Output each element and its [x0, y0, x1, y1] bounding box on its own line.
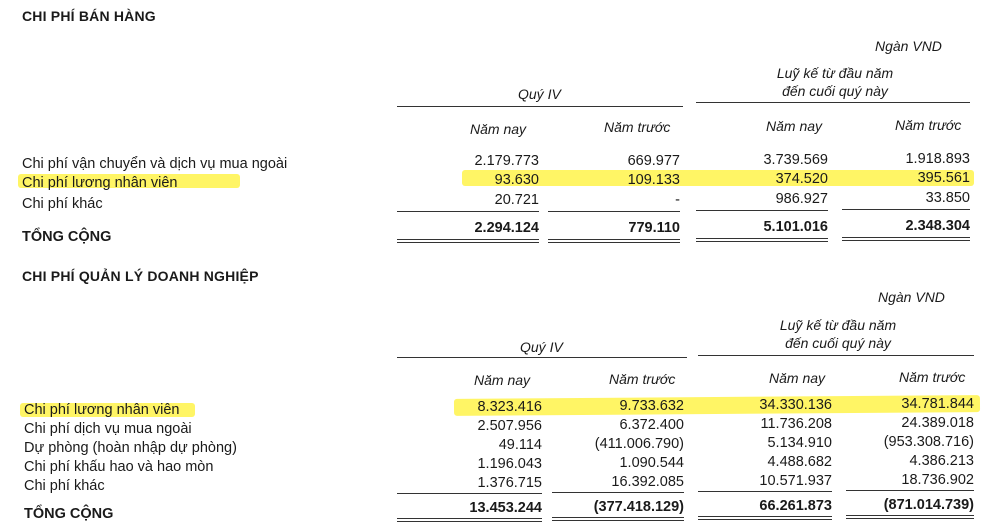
admin-ytd-header-line1: Luỹ kế từ đầu năm: [779, 317, 897, 333]
admin-subtotal-rule: [397, 493, 542, 494]
sales-total-double-rule: [842, 237, 970, 241]
row-value: 1.196.043: [477, 456, 542, 472]
sales-total-double-rule: [696, 238, 828, 242]
row-value: -: [675, 192, 680, 208]
row-value: 18.736.902: [901, 472, 974, 488]
row-label: Dự phòng (hoàn nhập dự phòng): [24, 440, 237, 456]
total-label: TỔNG CỘNG: [22, 229, 112, 245]
total-value: 13.453.244: [469, 500, 542, 516]
total-value: 779.110: [628, 220, 680, 236]
admin-unit: Ngàn VND: [878, 289, 945, 305]
row-value: 4.488.682: [767, 454, 832, 470]
admin-col-this-year-ytd: Năm nay: [769, 370, 826, 386]
row-value: 4.386.213: [909, 453, 974, 469]
sales-subtotal-rule: [842, 209, 970, 210]
sales-subtotal-rule: [548, 211, 680, 212]
total-value: (871.014.739): [883, 497, 974, 513]
row-value: 49.114: [498, 437, 542, 453]
total-value: 66.261.873: [759, 498, 832, 514]
admin-col-last-year-ytd: Năm trước: [899, 369, 966, 385]
admin-subtotal-rule: [846, 490, 974, 491]
row-value: 34.330.136: [759, 397, 832, 413]
row-value: 109.133: [627, 172, 680, 188]
admin-ytd-header: [702, 316, 974, 352]
sales-ytd-rule: [696, 102, 970, 103]
total-value: 5.101.016: [763, 219, 828, 235]
admin-total-double-rule: [552, 517, 684, 521]
admin-col-this-year-q: Năm nay: [474, 372, 531, 388]
sales-col-this-year-ytd: Năm nay: [766, 118, 823, 134]
row-value: 669.977: [627, 153, 680, 169]
row-value: 5.134.910: [767, 435, 832, 451]
row-value: 2.507.956: [477, 418, 542, 434]
row-label: Chi phí khác: [24, 478, 105, 494]
sales-quarter-rule: [397, 106, 683, 107]
admin-subtotal-rule: [552, 492, 684, 493]
row-value: 16.392.085: [611, 474, 684, 490]
admin-total-double-rule: [698, 516, 832, 520]
admin-total-double-rule: [397, 518, 542, 522]
row-value: (953.308.716): [883, 434, 974, 450]
row-value: 10.571.937: [759, 473, 832, 489]
admin-quarter-rule: [397, 357, 687, 358]
sales-ytd-header: [700, 64, 970, 100]
row-value: 986.927: [775, 191, 828, 207]
row-value: 395.561: [917, 170, 970, 186]
row-label: Chi phí lương nhân viên: [24, 402, 180, 418]
row-value: 8.323.416: [477, 399, 542, 415]
sales-col-this-year-q: Năm nay: [470, 121, 527, 137]
row-value: 3.739.569: [763, 152, 828, 168]
sales-total-double-rule: [548, 239, 680, 243]
row-value: 1.918.893: [905, 151, 970, 167]
sales-ytd-header-line2: đến cuối quý này: [782, 83, 888, 99]
row-value: 34.781.844: [901, 396, 974, 412]
row-label: Chi phí khấu hao và hao mòn: [24, 459, 214, 475]
sales-title: CHI PHÍ BÁN HÀNG: [22, 8, 156, 24]
admin-ytd-rule: [698, 355, 974, 356]
sales-col-last-year-ytd: Năm trước: [895, 117, 962, 133]
total-value: 2.348.304: [905, 218, 970, 234]
admin-quarter-header: Quý IV: [520, 339, 563, 355]
row-label: Chi phí khác: [22, 196, 103, 212]
row-value: 9.733.632: [619, 398, 684, 414]
sales-total-double-rule: [397, 239, 539, 243]
row-value: 374.520: [775, 171, 828, 187]
admin-ytd-header-line2: đến cuối quý này: [785, 335, 891, 351]
row-value: 11.736.208: [760, 416, 832, 432]
row-value: 93.630: [494, 172, 539, 188]
row-label: Chi phí dịch vụ mua ngoài: [24, 421, 192, 437]
sales-quarter-header: Quý IV: [518, 86, 561, 102]
sales-subtotal-rule: [696, 210, 828, 211]
admin-title: CHI PHÍ QUẢN LÝ DOANH NGHIỆP: [22, 268, 259, 284]
row-label: Chi phí lương nhân viên: [22, 175, 178, 191]
sales-ytd-header-line1: Luỹ kế từ đầu năm: [776, 65, 894, 81]
admin-total-double-rule: [846, 515, 974, 519]
sales-col-last-year-q: Năm trước: [604, 119, 671, 135]
row-value: 24.389.018: [901, 415, 974, 431]
admin-col-last-year-q: Năm trước: [609, 371, 676, 387]
row-value: 6.372.400: [619, 417, 684, 433]
admin-subtotal-rule: [698, 491, 832, 492]
total-label: TỔNG CỘNG: [24, 506, 114, 522]
sales-subtotal-rule: [397, 211, 539, 212]
row-value: 1.376.715: [477, 475, 542, 491]
total-value: (377.418.129): [593, 499, 684, 515]
total-value: 2.294.124: [474, 220, 539, 236]
row-value: 33.850: [925, 190, 970, 206]
row-value: (411.006.790): [594, 436, 684, 452]
row-label: Chi phí vận chuyển và dịch vụ mua ngoài: [22, 156, 288, 172]
sales-unit: Ngàn VND: [875, 38, 942, 54]
row-value: 2.179.773: [474, 153, 539, 169]
row-value: 1.090.544: [619, 455, 684, 471]
row-value: 20.721: [494, 192, 539, 208]
